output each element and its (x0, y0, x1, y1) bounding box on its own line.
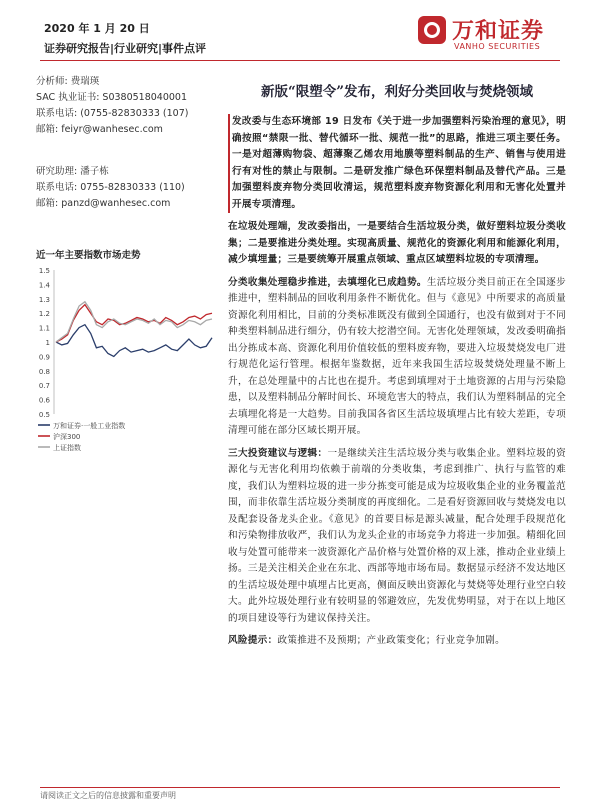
analyst-name: 分析师: 费瑞瑛 (36, 76, 100, 87)
y-tick-label: 0.5 (38, 411, 50, 419)
investment-lead: 三大投资建议与逻辑： (228, 447, 328, 459)
disposal-text: 在垃圾处理端，发改委指出，一是要结合生活垃圾分类，做好塑料垃圾分类收集；二是要推进分类处理。实现高质量、规范化的资源化利用和能源化利用，减少填埋量；三是要统筹开展重点领域、重点区域塑料垃圾的专项清理。 (228, 221, 566, 265)
trend-lead: 分类收集处理稳步推进，去填埋化已成趋势。 (228, 276, 427, 288)
logo-mark-icon (418, 16, 446, 44)
company-logo (418, 14, 568, 58)
investment-text: 一是继续关注生活垃圾分类与收集企业。塑料垃圾的资源化与无害化利用均依赖于前端的分类收集，考虑到推广、执行与监管的难度，我们认为塑料垃圾的进一步分拣变可能是成为垃圾收集企业的业务覆盖范围，而非依靠生活垃圾分类制度的再度细化。二是看好资源回收与焚烧发电以及配套设备龙头企业。《意见》的首要目标是源头减量，配合处理手段规范化和污染物排放收严，我们认为龙头企业的市场竞争力将进一步加强。精细化回收与处置可能带来一波资源化产品价格与处置价格的双上涨，推动企业业绩上扬。三是关注相关企业在东北、西部等地市场布局。数据显示经济不发达地区的生活垃圾处理中填埋占比更高，侧面反映出资源化与焚烧等处理行业空白较大。此外垃圾处理行业有较明显的邻避效应，先发优势明显，对于在以上地区的项目建设等行为建议保持关注。 (228, 447, 567, 624)
chart-title: 近一年主要指数市场走势 (36, 250, 141, 261)
y-tick-label: 0.8 (38, 367, 50, 376)
disposal-paragraph (228, 219, 566, 269)
y-tick-label: 1.1 (38, 324, 50, 333)
risk-paragraph (228, 633, 566, 650)
series-line-2 (56, 302, 212, 342)
article-title: 新版“限塑令”发布，利好分类回收与焚烧领域 (260, 84, 534, 100)
risk-text: 政策推进不及预期；产业政策变化；行业竞争加剧。 (277, 635, 506, 646)
series-line-1 (56, 305, 212, 342)
trend-text: 生活垃圾分类目前正在全国逐步推进中，塑料制品的回收利用条件不断优化。但与《意见》中所要求的高质量资源化利用相比，目前的分类标准既没有做到全国通行，也没有做到对于不同种类塑料制品进行细分，仍有较大挖潜空间。无害化处理领域，发改委明确指出分拣成本高、资源化利用价值较低的塑料废弃物，要进入垃圾焚烧发电厂进行规范化运行管理。根据年鉴数据，近年来我国生活垃圾焚烧处理量不断上升，在总处理量中的占比也在提升。考虑到填埋对于土地资源的占用与污染隐患，以及塑料制品分解时间长、环境危害大的特点，我们认为塑料制品的完全去填埋化将是一大趋势。目前我国各省区生活垃圾填埋占比有较大差距，专项清理可能在部分区域长期开展。 (228, 276, 567, 436)
y-tick-label: 1.5 (38, 267, 50, 275)
analyst-phone: 联系电话: (0755-82830333 (107) (36, 108, 189, 119)
assistant-phone: 联系电话: 0755-82830333 (110) (36, 182, 185, 193)
legend-label: 万和证券·一般工业指数 (53, 422, 126, 430)
summary-text: 发改委与生态环境部 19 日发布《关于进一步加强塑料污染治理的意见》，明确按照“禁限一批、替代循环一批、规范一批”的思路，推进三项主要任务。一是对超薄购物袋、超薄聚乙烯农用地膜等塑料制品的生产、销售与使用进行有对性的禁止与限制。二是研发推广绿色环保塑料制品及替代产品。三是加强塑料废弃物分类回收清运，规范塑料废弃物资源化利用和无害化处置并开展专项清理。 (232, 116, 566, 210)
assistant-block (36, 164, 226, 212)
report-date: 2020 年 1 月 20 日 (44, 22, 150, 35)
y-tick-label: 1.2 (38, 310, 50, 319)
y-tick-label: 0.9 (38, 353, 50, 362)
index-trend-chart (34, 262, 224, 462)
logo-text-cn: 万和证券 (452, 18, 545, 44)
y-tick-label: 0.6 (38, 396, 50, 405)
assistant-name: 研究助理: 潘子栋 (36, 166, 109, 177)
analyst-license: SAC 执业证书: S0380518040001 (36, 92, 188, 103)
legend-label: 沪深300 (53, 433, 81, 441)
risk-lead: 风险提示： (228, 635, 278, 646)
y-tick-label: 0.7 (38, 382, 50, 391)
y-tick-label: 1 (45, 339, 50, 347)
footer-disclaimer: 请阅读正文之后的信息披露和重要声明 (40, 791, 176, 800)
header-divider (40, 60, 560, 61)
y-tick-label: 1.3 (38, 295, 50, 304)
assistant-email[interactable]: 邮箱: panzd@wanhesec.com (36, 198, 171, 209)
series-line-0 (56, 325, 212, 357)
footer-divider (40, 787, 560, 788)
investment-paragraph (228, 446, 566, 628)
analyst-email[interactable]: 邮箱: feiyr@wanhesec.com (36, 124, 163, 135)
article (228, 72, 566, 656)
logo-text-en: VANHO SECURITIES (454, 42, 541, 51)
report-category: 证券研究报告|行业研究|事件点评 (44, 42, 207, 55)
analyst-block (36, 74, 226, 138)
analyst-info (36, 74, 226, 238)
summary-paragraph (228, 114, 566, 213)
trend-paragraph (228, 275, 566, 440)
y-tick-label: 1.4 (38, 281, 50, 290)
legend-label: 上证指数 (53, 444, 81, 452)
